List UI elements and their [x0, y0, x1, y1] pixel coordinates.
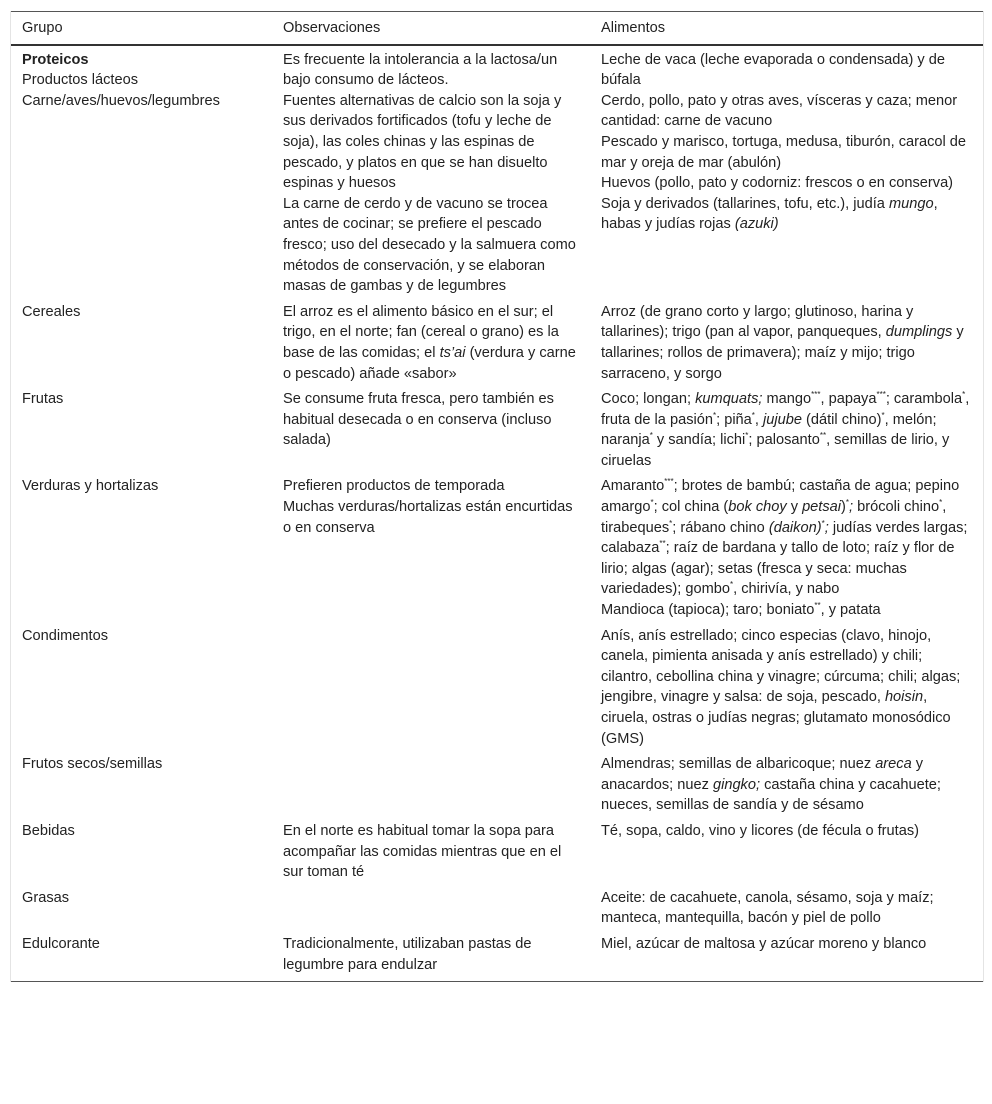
italic-text: ts’ai: [439, 344, 466, 361]
footnote-marker: *: [650, 498, 654, 508]
food-groups-table-container: [10, 11, 984, 982]
food-groups-table: [11, 11, 983, 982]
italic-text: (daikon): [768, 519, 822, 536]
cell-alimentos: [590, 750, 983, 817]
cell-paragraph: [22, 50, 262, 71]
cell-paragraph: Se consume fruta fresca, pero también es habitual desecada o en conserva (incluso salada): [283, 391, 554, 449]
cell-paragraph: Almendras; semillas de albaricoque; nuez areca y anacardos; nuez gingko; castaña china y cacahuete; nueces, semillas de sandía y de sésamo: [601, 756, 941, 814]
table-row: [11, 472, 983, 621]
italic-text: jujube: [763, 411, 802, 428]
cell-observaciones: [272, 930, 590, 982]
cell-paragraph: El arroz es el alimento básico en el sur; el trigo, en el norte; fan (cereal o grano) es la base de las comidas; el ts’ai (verdura y carne o pescado) añade «sabor»: [283, 303, 576, 382]
italic-text: kumquats;: [695, 391, 763, 408]
cell-alimentos: [590, 385, 983, 472]
table-row: [11, 750, 983, 817]
table-body: [11, 45, 983, 982]
cell-grupo: [11, 622, 272, 751]
bold-text: Proteicos: [22, 51, 89, 68]
footnote-marker: ***: [876, 390, 886, 400]
cell-alimentos: [590, 622, 983, 751]
italic-text: hoisin: [884, 689, 924, 706]
cell-paragraph: Soja y derivados (tallarines, tofu, etc.), judía mungo, habas y judías rojas (azuki): [601, 195, 938, 233]
cell-paragraph: Fuentes alternativas de calcio son la soja y sus derivados fortificados (tofu y leche de soja), las coles chinas y las espinas de pescado, y platos en que se han disuelto espinas y huesos: [283, 92, 562, 192]
cell-grupo: [11, 817, 272, 884]
cell-observaciones: [272, 622, 590, 751]
table-row: [11, 930, 983, 982]
footnote-marker: **: [814, 601, 821, 611]
footnote-marker: *: [730, 580, 734, 590]
italic-text: (azuki): [734, 216, 779, 233]
italic-text: dumplings: [885, 324, 953, 341]
cell-paragraph: Mandioca (tapioca); taro; boniato**, y patata: [601, 601, 881, 619]
footnote-marker: ***: [811, 390, 821, 400]
footnote-marker: *: [962, 390, 966, 400]
cell-observaciones: [272, 385, 590, 472]
cell-paragraph: Grasas: [22, 889, 70, 906]
italic-text: ;: [824, 519, 829, 536]
cell-paragraph: Coco; longan; kumquats; mango***, papaya***; carambola*, fruta de la pasión*; piña*, jujube (dátil chino)*, melón; naranja* y sandía; lichi*; palosanto**, semillas de lirio, y ciruelas: [601, 390, 970, 469]
cell-grupo: [11, 472, 272, 621]
cell-paragraph: Frutos secos/semillas: [22, 756, 163, 773]
cell-observaciones: [272, 750, 590, 817]
cell-observaciones: [272, 884, 590, 930]
table-row: [11, 884, 983, 930]
cell-paragraph: Té, sopa, caldo, vino y licores (de fécula o frutas): [601, 822, 919, 839]
italic-text: bok choy: [728, 499, 787, 516]
cell-paragraph: En el norte es habitual tomar la sopa para acompañar las comidas mientras que en el sur toman té: [283, 822, 562, 881]
table-header-row: [11, 12, 983, 45]
italic-text: gingko;: [712, 776, 761, 793]
italic-text: ;: [849, 499, 854, 516]
cell-paragraph: Leche de vaca (leche evaporada o condensada) y de búfala: [601, 51, 946, 89]
footnote-marker: *: [751, 410, 755, 420]
cell-alimentos: [590, 884, 983, 930]
footnote-marker: ***: [664, 477, 674, 487]
cell-paragraph: Frutas: [22, 391, 64, 408]
cell-paragraph: Prefieren productos de temporada: [283, 478, 505, 495]
cell-grupo: [11, 385, 272, 472]
cell-alimentos: [590, 45, 983, 298]
header-observaciones: Observaciones: [272, 12, 590, 45]
cell-paragraph: Miel, azúcar de maltosa y azúcar moreno y blanco: [601, 935, 927, 952]
footnote-marker: *: [845, 498, 850, 508]
footnote-marker: **: [659, 539, 666, 549]
cell-paragraph: Es frecuente la intolerancia a la lactosa/un bajo consumo de lácteos.: [283, 51, 558, 89]
footnote-marker: *: [939, 498, 943, 508]
header-grupo: Grupo: [11, 12, 272, 45]
table-row: [11, 45, 983, 298]
cell-alimentos: [590, 298, 983, 385]
cell-observaciones: [272, 298, 590, 385]
cell-paragraph: Huevos (pollo, pato y codorniz: frescos o en conserva): [601, 175, 954, 192]
cell-grupo: [11, 930, 272, 982]
cell-observaciones: [272, 817, 590, 884]
cell-alimentos: [590, 930, 983, 982]
footnote-marker: *: [649, 431, 653, 441]
cell-paragraph: Muchas verduras/hortalizas están encurtidas o en conserva: [283, 499, 573, 536]
cell-paragraph: Tradicionalmente, utilizaban pastas de legumbre para endulzar: [283, 935, 532, 973]
cell-observaciones: [272, 45, 590, 298]
cell-alimentos: [590, 472, 983, 621]
table-row: [11, 385, 983, 472]
cell-grupo: [11, 45, 272, 298]
cell-paragraph: Bebidas: [22, 822, 75, 839]
cell-paragraph: Aceite: de cacahuete, canola, sésamo, soja y maíz; manteca, mantequilla, bacón y piel de pollo: [601, 889, 934, 927]
cell-paragraph: Cereales: [22, 303, 81, 320]
table-row: [11, 817, 983, 884]
header-alimentos: Alimentos: [590, 12, 983, 45]
cell-alimentos: [590, 817, 983, 884]
cell-grupo: [11, 750, 272, 817]
footnote-marker: *: [881, 410, 885, 420]
footnote-marker: *: [821, 518, 825, 528]
cell-paragraph: Verduras y hortalizas: [22, 478, 159, 495]
italic-text: petsai: [802, 499, 842, 516]
cell-paragraph: Productos lácteos: [22, 72, 139, 89]
cell-paragraph: Condimentos: [22, 627, 108, 644]
footnote-marker: **: [819, 431, 827, 441]
cell-paragraph: Pescado y marisco, tortuga, medusa, tiburón, caracol de mar y oreja de mar (abulón): [601, 133, 967, 171]
table-row: [11, 622, 983, 751]
footnote-marker: *: [712, 410, 717, 420]
cell-paragraph: Anís, anís estrellado; cinco especias (clavo, hinojo, canela, pimienta anisada y anís estrellado) y chili; cilantro, cebollina china y vinagre; cúrcuma; chili; algas; jengibre, vinagre y salsa: de soja, pescado, hoisin, ciruela, ostras o judías negras; glutamato monosódico (GMS): [601, 627, 961, 747]
cell-paragraph: Edulcorante: [22, 935, 100, 952]
cell-paragraph: Arroz (de grano corto y largo; glutinoso, harina y tallarines); trigo (pan al vapor, panqueques, dumplings y tallarines; rollos de primavera); maíz y mijo; trigo sarraceno, y sorgo: [601, 303, 964, 382]
cell-grupo: [11, 884, 272, 930]
cell-paragraph: Carne/aves/huevos/legumbres: [22, 92, 220, 109]
cell-observaciones: [272, 472, 590, 621]
cell-paragraph: Amaranto***; brotes de bambú; castaña de agua; pepino amargo*; col china (bok choy y petsai)*; brócoli chino*, tirabeques*; rábano chino (daikon)*; judías verdes largas; calabaza**; raíz de bardana y tallo de loto; raíz y flor de lirio; algas (agar); setas (fresca y seca: muchas variedades); gombo*, chirivía, y nabo: [601, 477, 968, 598]
footnote-marker: *: [745, 431, 749, 441]
table-row: [11, 298, 983, 385]
cell-paragraph: La carne de cerdo y de vacuno se trocea antes de cocinar; se prefiere el pescado fresco; uso del desecado y la salmuera como métodos de conservación, y se elaboran masas de gambas y de legumbres: [283, 195, 576, 295]
italic-text: mungo: [888, 195, 934, 212]
cell-paragraph: Cerdo, pollo, pato y otras aves, vísceras y caza; menor cantidad: carne de vacuno: [601, 92, 958, 130]
cell-grupo: [11, 298, 272, 385]
italic-text: areca: [875, 756, 912, 773]
footnote-marker: *: [669, 518, 673, 528]
